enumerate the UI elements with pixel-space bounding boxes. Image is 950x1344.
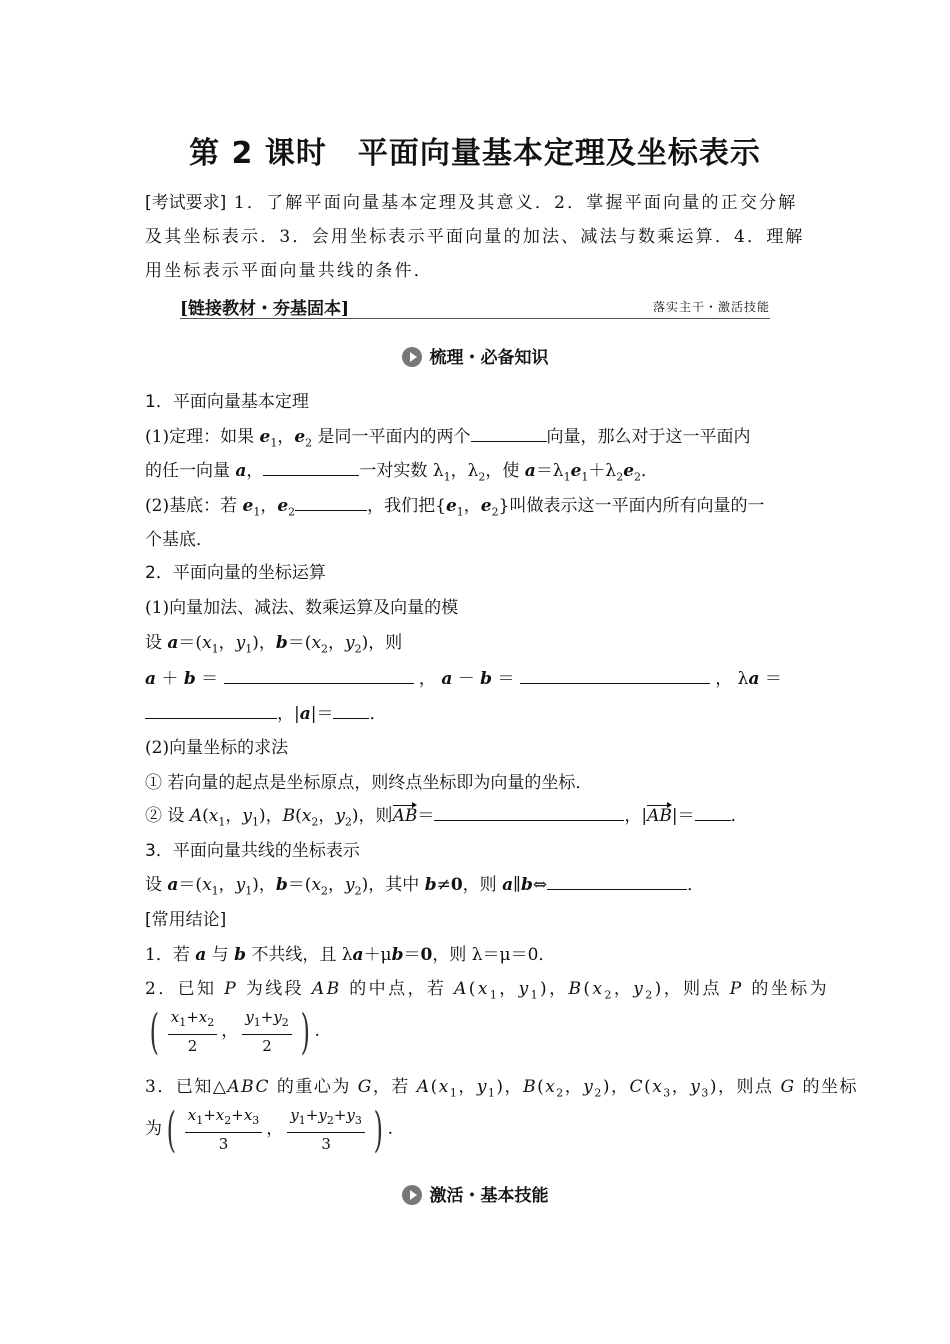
collinear-line: 设 $a=(x_1$，$y_1$)，$b=(x_2$，$y_2$)，其中 b≠0，则 a∥b⇔ ． xyxy=(145,875,705,898)
play-icon xyxy=(402,1185,422,1205)
subheading-knowledge: 梳理・必备知识 xyxy=(0,343,950,368)
section-1-title: 1．平面向量基本定理 xyxy=(145,392,309,412)
subheading-skills: 激活・基本技能 xyxy=(0,1181,950,1206)
requirements-tag: [考试要求] xyxy=(145,193,227,213)
conclusion-1: 1．若 a 与 b 不共线，且 λa＋μb＝0，则 λ＝μ＝0． xyxy=(145,945,556,965)
section-2-2a: ① 若向量的起点是坐标原点，则终点坐标即为向量的坐标． xyxy=(145,773,593,793)
conclusion-3: 3．已知△ABC 的重心为 G，若 $A(x_1$，$y_1$)，$B(x_2$，$y_2$)，$C(x_3$，$y_3$)，则点 G 的坐标 xyxy=(145,1077,858,1100)
requirements-text: 1．了解平面向量基本定理及其意义．2．掌握平面向量的正交分解及其坐标表示．3．会用坐标表示平面向量的加法、减法与数乘运算．4．理解用坐标表示平面向量共线的条件． xyxy=(145,193,805,281)
section-bar-left: [链接教材・夯基固本] xyxy=(180,299,350,319)
basis-line-2: 个基底． xyxy=(145,530,213,550)
coord-modulus: ，|a|＝ ． xyxy=(145,699,810,724)
common-conclusions: [常用结论] xyxy=(145,910,227,930)
section-2-1: (1)向量加法、减法、数乘运算及向量的模 xyxy=(145,598,459,618)
section-2-2: (2)向量坐标的求法 xyxy=(145,738,289,758)
play-icon xyxy=(402,347,422,367)
basis-line-1: (2)基底：若 $e_1$，$e_2$ ，我们把{$e_1$，$e_2$}叫做表示这一平面内所有向量的一 xyxy=(145,496,765,519)
exam-requirements xyxy=(145,186,810,288)
section-bar-right: 落实主干・激活技能 xyxy=(652,300,770,314)
section-3-title: 3．平面向量共线的坐标表示 xyxy=(145,841,360,861)
coord-def: 设 $a=(x_1$，$y_1$)，$b=(x_2$，$y_2$)，则 xyxy=(145,633,403,656)
midpoint-formula: ( $\frac{x_1+x_2}{2}$ ， $\frac{y_1+y_2}{2}$ ) . xyxy=(149,1003,320,1060)
theorem-line-1: (1)定理：如果 $e_1$，$e_2$ 是同一平面内的两个 向量，那么对于这一平面内 xyxy=(145,427,751,450)
centroid-formula: 为( $\frac{x_1+x_2+x_3}{3}$ ， $\frac{y_1+y_2+y_3}{3}$ ) . xyxy=(145,1101,394,1158)
section-2-title: 2．平面向量的坐标运算 xyxy=(145,563,326,583)
page-title: 第 2 课时 平面向量基本定理及坐标表示 xyxy=(189,136,761,171)
section-2-2b: ② 设 $A(x_1$，$y_1$)，$B(x_2$，$y_2$)，则AB＝ ，|AB|＝ ． xyxy=(145,806,748,829)
coord-ops: a ＋ b ＝ ， a － b ＝ ， λa ＝ xyxy=(145,669,782,689)
conclusion-2: 2．已知 P 为线段 AB 的中点，若 $A(x_1$，$y_1$)，$B(x_2$，$y_2$)，则点 P 的坐标为 xyxy=(145,979,829,1002)
section-bar xyxy=(180,296,770,319)
theorem-line-2: 的任一向量 a， 一对实数 $\lambda_1$，$\lambda_2$，使 $a=\lambda_1e_1+\lambda_2e_2$． xyxy=(145,461,659,484)
